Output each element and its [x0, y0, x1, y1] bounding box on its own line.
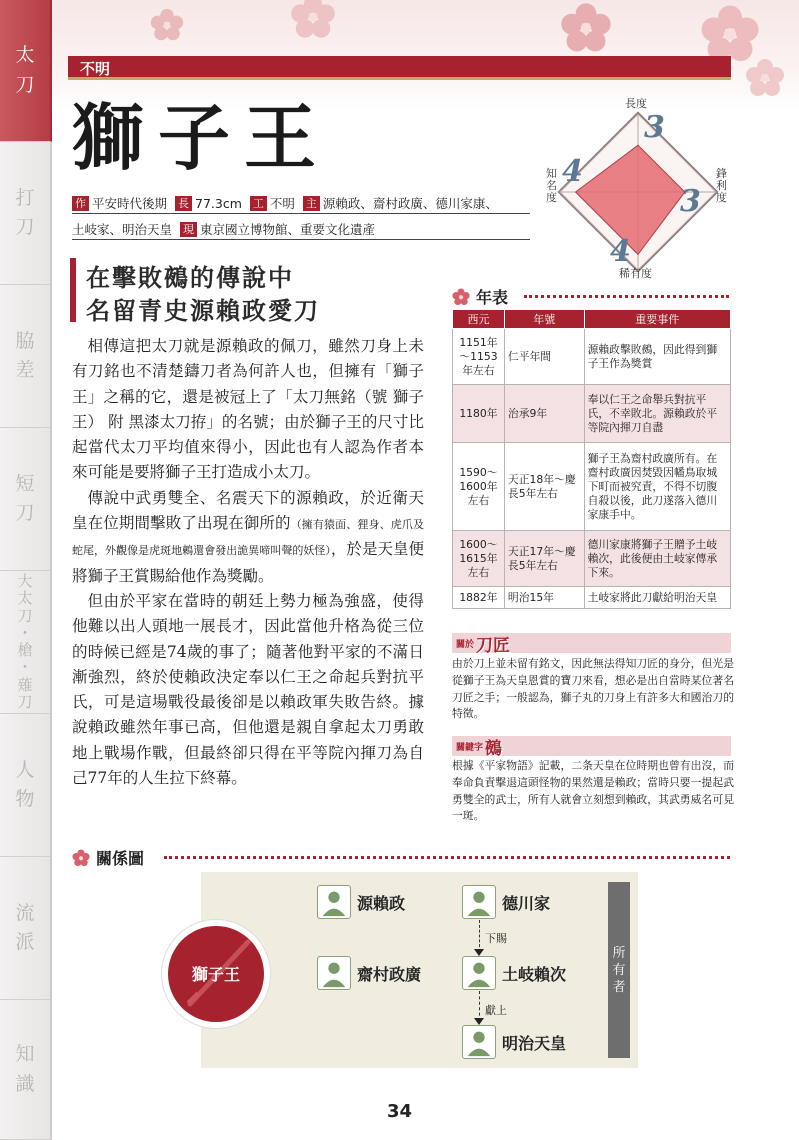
- side-tab-char: ・: [17, 658, 33, 677]
- side-tab[interactable]: [0, 428, 52, 571]
- side-tab-char: 槍: [17, 641, 33, 659]
- owner-label-char: 所: [612, 945, 626, 961]
- year-cell: 1590～1600年左右: [453, 443, 505, 531]
- side-tab-char: 識: [15, 1072, 35, 1095]
- info-line-2: [72, 220, 383, 238]
- smith-tag: 工: [250, 196, 267, 211]
- cherry-blossom-icon: [700, 4, 760, 64]
- side-tab[interactable]: [0, 857, 52, 1000]
- info-line-1: [72, 194, 506, 212]
- headline-bar: [70, 258, 76, 322]
- side-tab-char: 知: [15, 1043, 35, 1066]
- side-tab-char: 流: [15, 901, 35, 924]
- radar-value-top: 3: [644, 110, 665, 145]
- event-cell: 奉以仁王之命舉兵對抗平氏，不幸敗北。源賴政於平等院內揮刀自盡: [584, 385, 730, 443]
- keyword-box-prefix: 關鍵字: [456, 742, 484, 753]
- sword-name-center: 獅子王: [191, 965, 240, 984]
- arrow-line: [479, 920, 480, 952]
- era-cell: 治承9年: [504, 385, 584, 443]
- headline-line-2: 名留青史源賴政愛刀: [86, 296, 320, 325]
- side-tab-char: 派: [15, 931, 35, 953]
- table-row: [453, 385, 731, 443]
- owners-tag: 主: [303, 196, 320, 211]
- smith-value: 不明: [269, 196, 295, 211]
- relation-title: 關係圖: [96, 849, 145, 868]
- side-tab-char: 刀: [17, 692, 33, 711]
- event-cell: 獅子王為齋村政廣所有。在齋村政廣因焚毀因幡鳥取城下町而被究責，不得不切腹自殺以後，此刀遂落入德川家康手中。: [584, 443, 730, 531]
- radar-label-left: 知名度: [546, 167, 557, 204]
- side-tab-char: 打: [15, 186, 35, 209]
- smith-box-prefix: 關於: [456, 639, 475, 650]
- side-tab-char: ・: [17, 623, 33, 642]
- era-cell: 明治15年: [504, 587, 584, 609]
- table-row: [453, 329, 731, 385]
- era-value: 平安時代後期: [92, 196, 168, 211]
- side-tab-char: 刀: [15, 216, 35, 238]
- event-cell: 源賴政擊敗鵺，因此得到獅子王作為獎賞: [584, 329, 730, 385]
- keyword-box-heading: [452, 736, 731, 759]
- side-tab-char: 刀: [15, 502, 35, 524]
- person-node: [462, 1025, 566, 1059]
- owner-label-char: 者: [612, 979, 626, 995]
- era-cell: 天正17年～慶長5年左右: [504, 531, 584, 587]
- table-row: [453, 587, 731, 609]
- smith-box-text: 由於刀上並未留有銘文，因此無法得知刀匠的身分，但光是從獅子王為天皇恩賞的寶刀來看，想必是出自當時某位著名刀匠之手；一般認為，獅子丸的刀身上有許多大和國治刀的特徵。: [452, 657, 734, 721]
- era-tag: 作: [72, 196, 89, 211]
- keyword-box-text: 根據《平家物語》記載，二条天皇在位時期也曾有出沒，而奉命負責擊退這頭怪物的果然還是賴政；當時只要一提起武勇雙全的武士，所有人就會立刻想到賴政，其武勇威名可見一斑。: [452, 759, 734, 823]
- person-name: 齋村政廣: [357, 964, 422, 984]
- person-name: 明治天皇: [502, 1033, 567, 1053]
- radar-value-bottom: 4: [610, 234, 631, 269]
- smith-box-heading: [452, 633, 731, 656]
- person-name: 德川家: [502, 893, 551, 913]
- arrow-line: [479, 991, 480, 1021]
- length-value: 77.3cm: [195, 195, 242, 211]
- smith-box-title: 刀匠: [476, 635, 511, 656]
- arrow-label-offer: 獻上: [485, 1004, 507, 1017]
- category-bar: [68, 56, 731, 80]
- owners-value-2: 土岐家、明治天皇: [72, 222, 173, 237]
- person-avatar-icon: [462, 885, 496, 919]
- owner-label-bar: [608, 882, 630, 1058]
- table-header-row: [453, 310, 731, 329]
- person-node: [462, 885, 550, 919]
- side-tab-char: 脇: [15, 329, 35, 352]
- relation-heading: [72, 846, 144, 869]
- info-divider: [72, 239, 530, 240]
- side-tab[interactable]: [0, 0, 52, 142]
- column-header: 西元: [453, 310, 505, 329]
- cherry-blossom-icon: [560, 2, 612, 54]
- person-name: 源賴政: [357, 893, 406, 913]
- side-tab-char: 短: [15, 472, 35, 495]
- info-divider: [72, 213, 530, 214]
- timeline-title: 年表: [476, 288, 509, 307]
- cherry-blossom-icon: [452, 288, 470, 306]
- article-body: [72, 334, 424, 791]
- owners-value-1: 源賴政、齋村政廣、德川家康、: [322, 196, 498, 211]
- side-tab-char: 差: [15, 359, 35, 381]
- current-tag: 現: [180, 222, 197, 237]
- radar-label-top: 長度: [625, 97, 647, 110]
- paragraph-text: 傳說中武勇雙全、名震天下的源賴政，於近衛天皇在位期間擊敗了出現在御所的: [72, 488, 424, 533]
- timeline-heading: [452, 285, 508, 308]
- radar-label-bottom: 稀有度: [619, 267, 652, 280]
- column-header: 重要事件: [584, 310, 730, 329]
- person-avatar-icon: [317, 956, 351, 990]
- cherry-blossom-icon: [290, 0, 336, 40]
- paragraph: 相傳這把太刀就是源賴政的佩刀，雖然刀身上未有刀銘也不清楚鑄刀者為何許人也，但擁有「獅子王」之稱的它，還是被冠上了「太刀無銘（號 獅子王） 附 黑漆太刀拵」的名號；由於獅子王的尺寸比起當代太刀平均值來得小，因此也有人認為作者本來可能是要將獅子王打造成小太刀。: [72, 337, 424, 482]
- radar-value-right: 3: [680, 184, 701, 219]
- person-node: [462, 956, 566, 990]
- dotted-divider: [524, 295, 729, 298]
- side-tab[interactable]: [0, 285, 52, 428]
- side-tab-char: 刀: [17, 606, 33, 625]
- event-cell: 土岐家將此刀獻給明治天皇: [584, 587, 730, 609]
- side-tab-char: 人: [15, 758, 35, 781]
- arrow-down-icon: [474, 949, 484, 956]
- person-node: [317, 956, 421, 990]
- side-tab[interactable]: [0, 571, 52, 714]
- cherry-blossom-icon: [72, 849, 90, 867]
- radar-label-right: 鋒利度: [716, 167, 727, 204]
- side-tab-char: 物: [15, 788, 35, 810]
- person-name: 土岐賴次: [502, 964, 567, 984]
- table-row: [453, 443, 731, 531]
- dotted-divider: [164, 856, 730, 859]
- keyword-box-title: 鵺: [485, 738, 503, 759]
- creature-note: （擁有猿面、狸身、虎爪及蛇尾，外觀像是虎斑地鶇還會發出詭異啼叫聲的妖怪）: [72, 518, 424, 558]
- timeline-table: [452, 309, 731, 609]
- page-number: 34: [386, 1101, 413, 1122]
- era-cell: 天正18年～慶長5年左右: [504, 443, 584, 531]
- side-tab-char: 刀: [15, 73, 35, 96]
- year-cell: 1151年～1153年左右: [453, 329, 505, 385]
- person-avatar-icon: [317, 885, 351, 919]
- arrow-label-grant: 下賜: [485, 932, 507, 945]
- length-tag: 長: [175, 196, 192, 211]
- table-row: [453, 531, 731, 587]
- paragraph-text: ，於是天皇便將獅子王賞賜給他作為獎勵。: [72, 540, 424, 585]
- current-value: 東京國立博物館、重要文化遺產: [200, 222, 376, 237]
- column-header: 年號: [504, 310, 584, 329]
- year-cell: 1180年: [453, 385, 505, 443]
- side-tab-char: 大: [17, 572, 33, 590]
- headline-line-1: 在擊敗鵺的傳說中: [86, 263, 294, 292]
- event-cell: 德川家康將獅子王贈予土岐賴次，此後便由土岐家傳承下來。: [584, 531, 730, 587]
- era-cell: 仁平年間: [504, 329, 584, 385]
- side-tab[interactable]: [0, 714, 52, 857]
- paragraph: [72, 486, 424, 589]
- cherry-blossom-icon: [150, 8, 184, 42]
- person-avatar-icon: [462, 956, 496, 990]
- stat-radar: [530, 92, 760, 292]
- radar-value-left: 4: [562, 154, 583, 189]
- side-tab-char: 太: [15, 44, 35, 67]
- year-cell: 1600～1615年左右: [453, 531, 505, 587]
- category-label: 不明: [80, 60, 111, 78]
- year-cell: 1882年: [453, 587, 505, 609]
- side-tab-char: 太: [17, 589, 33, 608]
- page-title: 獅子王: [72, 95, 331, 180]
- arrow-down-icon: [474, 1018, 484, 1025]
- paragraph: 但由於平家在當時的朝廷上勢力極為強盛，使得他難以出人頭地一展長才，因此當他升格為從三位的時候已經是74歲的事了；隨著他對平家的不滿日漸強烈，終於使賴政決定奉以仁王之命起兵對抗平氏，可是這場戰役最後卻是以賴政軍失敗告終。據說賴政雖然年事已高，但他還是親自拿起太刀勇敢地上戰場作戰，但最終卻只得在平等院內揮刀為自己77年的人生拉下終幕。: [72, 591, 424, 788]
- person-node: [317, 885, 405, 919]
- side-tab-char: 薙: [17, 675, 33, 694]
- owner-label-char: 有: [612, 962, 626, 978]
- person-avatar-icon: [462, 1025, 496, 1059]
- side-tab[interactable]: [0, 142, 52, 285]
